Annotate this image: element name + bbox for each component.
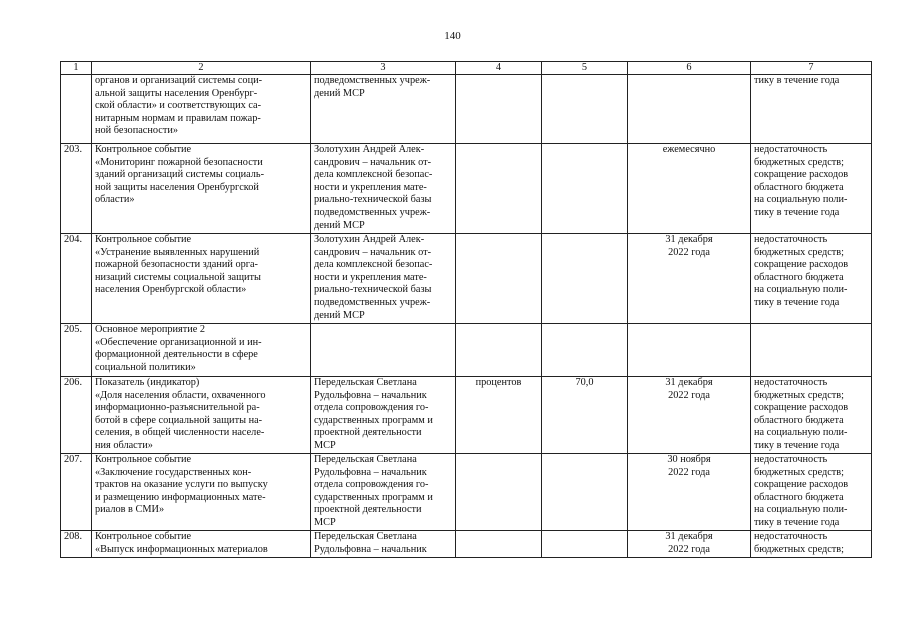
responsible xyxy=(311,324,456,377)
value: 70,0 xyxy=(542,377,628,454)
unit xyxy=(456,454,542,531)
event-name: Контрольное событие «Заключение государственных кон- трактов на оказание услуги по выпуску и размещению информационных мате- риалов в СМИ» xyxy=(92,454,311,531)
value xyxy=(542,531,628,558)
value xyxy=(542,144,628,234)
row-number: 205. xyxy=(61,324,92,377)
responsible: подведомственных учреж- дений МСР xyxy=(311,75,456,144)
risks: недостаточность бюджетных средств; сокращение расходов областного бюджета на социальную поли- тику в течение года xyxy=(751,454,872,531)
table-row xyxy=(61,531,872,558)
risks: недостаточность бюджетных средств; сокращение расходов областного бюджета на социальную поли- тику в течение года xyxy=(751,144,872,234)
header-cell: 4 xyxy=(456,62,542,75)
value xyxy=(542,324,628,377)
row-number: 207. xyxy=(61,454,92,531)
risks: недостаточность бюджетных средств; сокращение расходов областного бюджета на социальную поли- тику в течение года xyxy=(751,234,872,324)
table-row xyxy=(61,377,872,454)
responsible: Золотухин Андрей Алек- сандрович – начальник от- дела комплексной безопас- ности и укрепления мате- риально-технической базы подведомственных учреж- дений МСР xyxy=(311,144,456,234)
risks: тику в течение года xyxy=(751,75,872,144)
event-name: органов и организаций системы соци- альной защиты населения Оренбург- ской области» и соответствующих са- нитарным нормам и правилам пожар- ной безопасности» xyxy=(92,75,311,144)
event-name: Основное мероприятие 2 «Обеспечение организационной и ин- формационной деятельности в сфере социальной политики» xyxy=(92,324,311,377)
row-number: 206. xyxy=(61,377,92,454)
value xyxy=(542,454,628,531)
unit xyxy=(456,75,542,144)
unit xyxy=(456,324,542,377)
responsible: Передельская Светлана Рудольфовна – начальник отдела сопровождения го- сударственных программ и проектной деятельности МСР xyxy=(311,377,456,454)
risks: недостаточность бюджетных средств; xyxy=(751,531,872,558)
unit xyxy=(456,531,542,558)
responsible: Передельская Светлана Рудольфовна – начальник xyxy=(311,531,456,558)
unit xyxy=(456,234,542,324)
event-name: Показатель (индикатор) «Доля населения области, охваченного информационно-разъяснительной ра- ботой в сфере социальной защиты на- селения, в общей численности населе- ния области» xyxy=(92,377,311,454)
deadline: 31 декабря 2022 года xyxy=(628,531,751,558)
header-cell: 1 xyxy=(61,62,92,75)
row-number: 208. xyxy=(61,531,92,558)
responsible: Золотухин Андрей Алек- сандрович – начальник от- дела комплексной безопас- ности и укрепления мате- риально-технической базы подведомственных учреж- дений МСР xyxy=(311,234,456,324)
header-row xyxy=(61,62,872,75)
header-cell: 5 xyxy=(542,62,628,75)
header-cell: 2 xyxy=(92,62,311,75)
header-cell: 3 xyxy=(311,62,456,75)
deadline: 31 декабря 2022 года xyxy=(628,377,751,454)
deadline: 31 декабря 2022 года xyxy=(628,234,751,324)
table-row xyxy=(61,324,872,377)
event-name: Контрольное событие «Мониторинг пожарной безопасности зданий организаций системы социаль- ной защиты населения Оренбургской области» xyxy=(92,144,311,234)
unit xyxy=(456,144,542,234)
row-number xyxy=(61,75,92,144)
value xyxy=(542,234,628,324)
risks: недостаточность бюджетных средств; сокращение расходов областного бюджета на социальную поли- тику в течение года xyxy=(751,377,872,454)
deadline: ежемесячно xyxy=(628,144,751,234)
event-name: Контрольное событие «Выпуск информационных материалов xyxy=(92,531,311,558)
value xyxy=(542,75,628,144)
row-number: 203. xyxy=(61,144,92,234)
header-cell: 7 xyxy=(751,62,872,75)
page-number: 140 xyxy=(444,30,461,42)
header-cell: 6 xyxy=(628,62,751,75)
deadline xyxy=(628,324,751,377)
responsible: Передельская Светлана Рудольфовна – начальник отдела сопровождения го- сударственных программ и проектной деятельности МСР xyxy=(311,454,456,531)
deadline xyxy=(628,75,751,144)
unit: процентов xyxy=(456,377,542,454)
event-name: Контрольное событие «Устранение выявленных нарушений пожарной безопасности зданий орга- низаций системы социальной защиты населения Оренбургской области» xyxy=(92,234,311,324)
table-row xyxy=(61,144,872,234)
plan-table xyxy=(60,61,872,558)
table-row xyxy=(61,454,872,531)
risks xyxy=(751,324,872,377)
deadline: 30 ноября 2022 года xyxy=(628,454,751,531)
table-row xyxy=(61,75,872,144)
row-number: 204. xyxy=(61,234,92,324)
table-row xyxy=(61,234,872,324)
